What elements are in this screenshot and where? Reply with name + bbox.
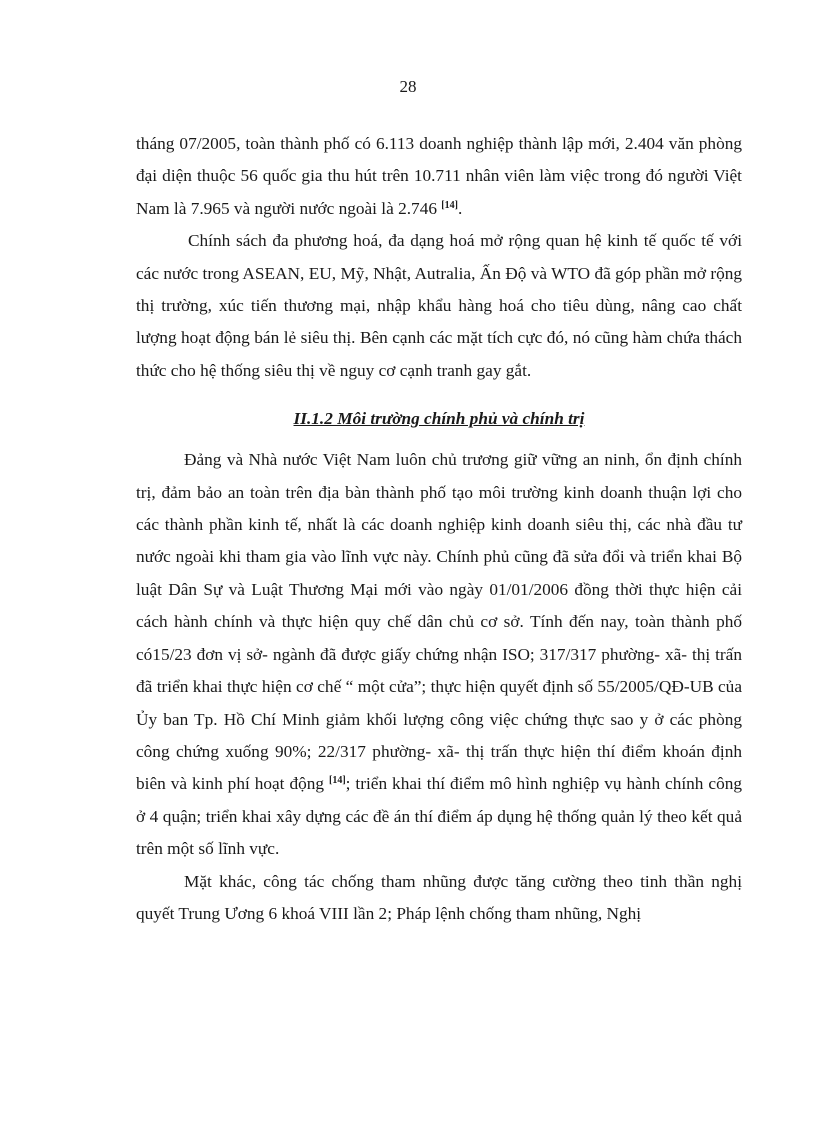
paragraph-3 [136,444,742,865]
document-body [136,128,742,930]
section-heading: II.1.2 Môi trường chính phủ và chính trị [293,409,585,429]
paragraph-3-text-a: Đảng và Nhà nước Việt Nam luôn chủ trương giữ vững an ninh, ổn định chính trị, đảm bảo an toàn trên địa bàn thành phố tạo môi trường kinh doanh thuận lợi cho các thành phần kinh tế, nhất là các doanh nghiệp kinh doanh siêu thị, các nhà đầu tư nước ngoài khi tham gia vào lĩnh vực này. Chính phủ cũng đã sửa đổi và triển khai Bộ luật Dân Sự và Luật Thương Mại mới vào ngày 01/01/2006 đồng thời thực hiện cải cách hành chính và thực hiện quy chế dân chủ cơ sở. Tính đến nay, toàn thành phố có15/23 đơn vị sở- ngành đã được giấy chứng nhận ISO; 317/317 phường- xã- thị trấn đã triển khai thực hiện cơ chế “ một cửa”; thực hiện quyết định số 55/2005/QĐ-UB của Ủy ban Tp. Hồ Chí Minh giảm khối lượng công việc chứng thực sao y ở các phòng công chứng xuống 90%; 22/317 phường- xã- thị trấn thực hiện thí điểm khoán định biên và kinh phí hoạt động [136,450,742,794]
paragraph-4: Mặt khác, công tác chống tham nhũng được tăng cường theo tinh thần nghị quyết Trung Ương 6 khoá VIII lần 2; Pháp lệnh chống tham nhũng, Nghị [136,871,742,923]
paragraph-1-tail: . [457,198,463,218]
paragraph-1 [136,128,742,225]
paragraph-1-text: tháng 07/2005, toàn thành phố có 6.113 doanh nghiệp thành lập mới, 2.404 văn phòng đại diện thuộc 56 quốc gia thu hút trên 10.711 nhân viên làm việc trong đó người Việt Nam là 7.965 và người nước ngoài là 2.746 [136,134,742,218]
paragraph-2: Chính sách đa phương hoá, đa dạng hoá mở rộng quan hệ kinh tế quốc tế với các nước trong ASEAN, EU, Mỹ, Nhật, Autralia, Ấn Độ và WTO đã góp phần mở rộng thị trường, xúc tiến thương mại, nhập khẩu hàng hoá cho tiêu dùng, nâng cao chất lượng hoạt động bán lẻ siêu thị. Bên cạnh các mặt tích cực đó, nó cũng hàm chứa thách thức cho hệ thống siêu thị về nguy cơ cạnh tranh gay gắt. [136,231,742,380]
citation-ref: [14] [328,775,346,787]
paragraph-3-text-b: ; triển khai thí điểm mô hình nghiệp vụ hành chính công ở 4 quận; triển khai xây dựng các đề án thí điểm áp dụng hệ thống quản lý theo kết quả trên một số lĩnh vực. [136,774,742,859]
citation-ref: [14] [441,199,458,211]
page-number: 28 [399,77,417,96]
